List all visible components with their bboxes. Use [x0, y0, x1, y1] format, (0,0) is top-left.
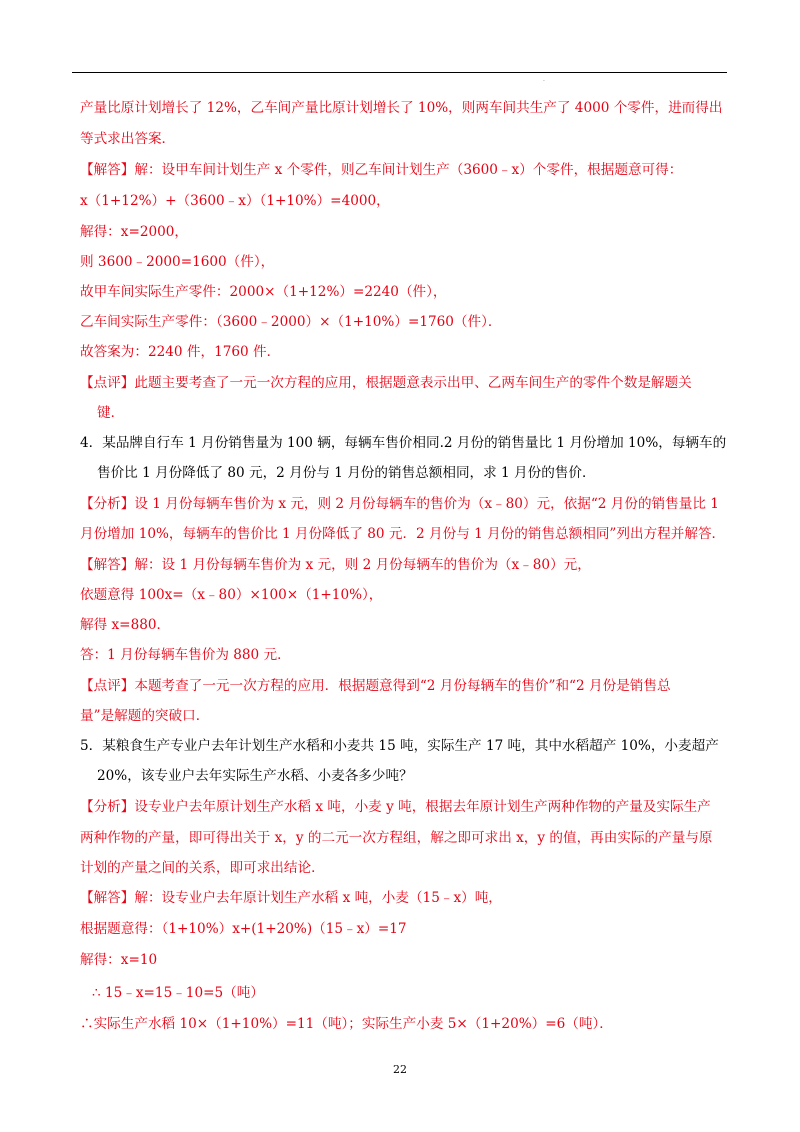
equation-line: 依题意得 100x=（x﹣80）×100×（1+10%）， — [80, 587, 383, 603]
answer-heading: 【解答】解：设甲车间计划生产 x 个零件，则乙车间计划生产（3600﹣x）个零件，根据题意可得： — [80, 162, 683, 178]
text-line: 月份增加 10%，每辆车的售价比 1 月份降低了 80 元．2 月份与 1 月份的销售总额相同”列出方程并解答． — [80, 526, 726, 542]
page-number: 22 — [393, 1063, 407, 1076]
answer-heading: 【解答】解：设 1 月份每辆车售价为 x 元，则 2 月份每辆车的售价为（x﹣80）元， — [80, 557, 591, 573]
text-line: 解得 x=880． — [80, 617, 171, 633]
comment-heading: 【点评】此题主要考查了一元一次方程的应用，根据题意表示出甲、乙两车间生产的零件个数是解题关 — [80, 375, 692, 391]
text-line: 量”是解题的突破口． — [80, 708, 210, 724]
text-line: 答：1 月份每辆车售价为 880 元． — [80, 647, 291, 663]
text-line: 解得：x=10 — [80, 952, 158, 968]
question-4: 4．某品牌自行车 1 月份销售量为 100 辆，每辆车售价相同.2 月份的销售量比 1 月份增加 10%，每辆车的 — [80, 435, 727, 451]
answer-heading: 【解答】解：设专业户去年原计划生产水稻 x 吨，小麦（15﹣x）吨， — [80, 890, 502, 906]
text-line: 计划的产量之间的关系，即可求出结论． — [80, 860, 325, 876]
text-line: 键． — [97, 405, 125, 421]
question-5: 5．某粮食生产专业户去年计划生产水稻和小麦共 15 吨，实际生产 17 吨，其中水稻超产 10%，小麦超产 — [80, 738, 719, 754]
text-line: 等式求出答案． — [80, 131, 176, 147]
analysis-heading: 【分析】设专业户去年原计划生产水稻 x 吨，小麦 y 吨，根据去年原计划生产两种作物的产量及实际生产 — [80, 799, 711, 815]
header-rule — [72, 72, 727, 73]
comment-heading: 【点评】本题考查了一元一次方程的应用．根据题意得到“2 月份每辆车的售价”和“2 月份是销售总 — [80, 678, 671, 694]
question-4-cont: 售价比 1 月份降低了 80 元，2 月份与 1 月份的销售总额相同，求 1 月份的售价． — [97, 465, 596, 481]
question-5-cont: 20%，该专业户去年实际生产水稻、小麦各多少吨？ — [97, 768, 413, 784]
text-line: 则 3600﹣2000=1600（件）， — [80, 254, 275, 270]
text-line: 乙车间实际生产零件：（3600﹣2000）×（1+10%）=1760（件）． — [80, 314, 502, 330]
text-line: 两种作物的产量，即可得出关于 x，y 的二元一次方程组，解之即可求出 x，y 的值，再由实际的产量与原 — [80, 830, 713, 846]
equation-line: x（1+12%）+（3600﹣x）（1+10%）=4000， — [80, 193, 390, 209]
text-line: ∴ 15﹣x=15﹣10=5（吨） — [92, 985, 264, 1001]
text-line: 产量比原计划增长了 12%，乙车间产量比原计划增长了 10%，则两车间共生产了 4000 个零件，进而得出 — [80, 100, 723, 116]
text-line: 故甲车间实际生产零件：2000×（1+12%）=2240（件）， — [80, 284, 447, 300]
equation-line: 根据题意得：（1+10%）x+(1+20%)（15﹣x）=17 — [80, 921, 407, 937]
analysis-heading: 【分析】设 1 月份每辆车售价为 x 元，则 2 月份每辆车的售价为（x﹣80）元，依据“2 月份的销售量比 1 — [80, 496, 719, 512]
conclusion-line: ∴实际生产水稻 10×（1+10%）=11（吨）；实际生产小麦 5×（1+20%）=6（吨）． — [80, 1016, 613, 1032]
header-mark: . — [543, 76, 545, 83]
text-line: 解得：x=2000， — [80, 224, 189, 240]
text-line: 故答案为：2240 件，1760 件． — [80, 344, 281, 360]
